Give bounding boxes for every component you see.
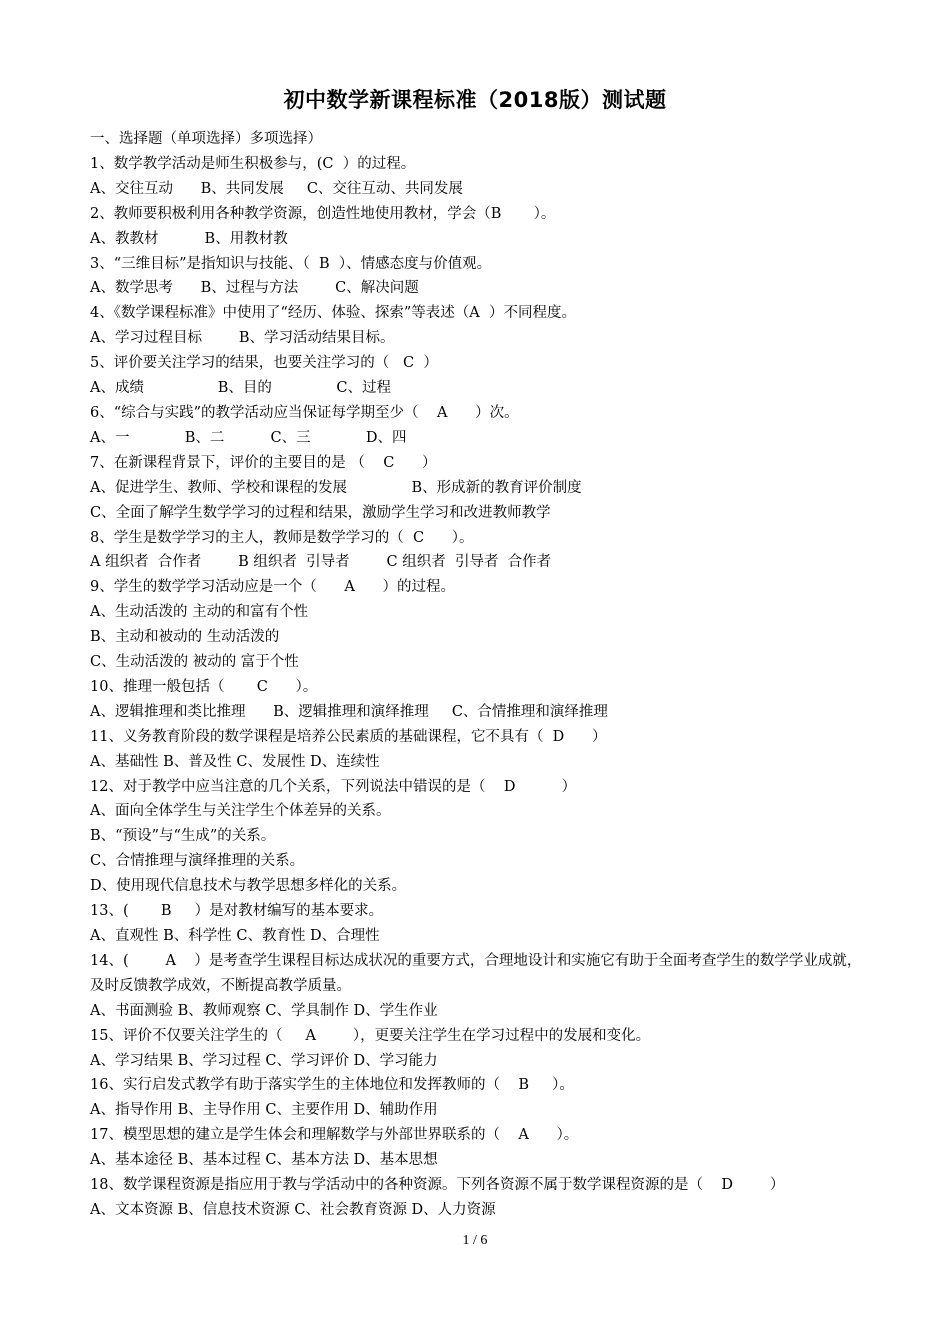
- text-line: A、指导作用 B、主导作用 C、主要作用 D、辅助作用: [90, 1102, 438, 1119]
- text-line: 10、推理一般包括（ C ）。: [90, 678, 318, 695]
- text-line: 5、评价要关注学习的结果，也要关注学习的（ C ）: [90, 355, 438, 372]
- text-line: 一、选择题（单项选择）多项选择）: [90, 131, 322, 147]
- page-title: 初中数学新课程标准（2018版）测试题: [283, 88, 667, 112]
- text-line: A、学习过程目标 B、学习活动结果目标。: [90, 330, 395, 347]
- text-line: 11、义务教育阶段的数学课程是培养公民素质的基础课程，它不具有（ D ）: [90, 728, 607, 745]
- text-line: 4、《数学课程标准》中使用了“经历、体验、探索”等表述（A ）不同程度。: [90, 305, 576, 322]
- text-line: 6、“综合与实践”的教学活动应当保证每学期至少（ A ）次。: [90, 404, 519, 421]
- text-line: A、基础性 B、普及性 C、发展性 D、连续性: [90, 753, 380, 770]
- text-line: A、文本资源 B、信息技术资源 C、社会教育资源 D、人力资源: [90, 1201, 496, 1218]
- text-line: A 组织者 合作者 B 组织者 引导者 C 组织者 引导者 合作者: [90, 554, 552, 571]
- text-line: C、合情推理与演绎推理的关系。: [90, 853, 305, 870]
- text-line: A、数学思考 B、过程与方法 C、解决问题: [90, 280, 419, 297]
- text-line: 3、“三维目标”是指知识与技能、（ B ）、情感态度与价值观。: [90, 255, 492, 272]
- text-line: 17、模型思想的建立是学生体会和理解数学与外部世界联系的（ A ）。: [90, 1127, 579, 1144]
- page-number: 1 / 6: [462, 1233, 488, 1248]
- text-line: 15、评价不仅要关注学生的（ A ），更要关注学生在学习过程中的发展和变化。: [90, 1027, 651, 1044]
- text-line: 8、学生是数学学习的主人，教师是数学学习的（ C ）。: [90, 529, 474, 546]
- text-line: A、生动活泼的 主动的和富有个性: [90, 604, 309, 621]
- text-line: A、逻辑推理和类比推理 B、逻辑推理和演绎推理 C、合情推理和演绎推理: [90, 703, 608, 720]
- text-line: 12、对于教学中应当注意的几个关系，下列说法中错误的是（ D ）: [90, 778, 577, 795]
- text-line: A、成绩 B、目的 C、过程: [90, 380, 391, 397]
- text-line: C、生动活泼的 被动的 富于个性: [90, 654, 299, 671]
- text-line: 16、实行启发式教学有助于落实学生的主体地位和发挥教师的（ B ）。: [90, 1077, 574, 1094]
- text-line: 9、学生的数学学习活动应是一个（ A ）的过程。: [90, 579, 456, 596]
- text-line: 2、教师要积极利用各种教学资源，创造性地使用教材，学会（B ）。: [90, 205, 556, 222]
- text-line: A、学习结果 B、学习过程 C、学习评价 D、学习能力: [90, 1052, 438, 1069]
- text-line: 1、数学教学活动是师生积极参与，(C ）的过程。: [90, 155, 416, 172]
- text-line: A、教教材 B、用教材教: [90, 230, 288, 247]
- text-line: A、促进学生、教师、学校和课程的发展 B、形成新的教育评价制度: [90, 479, 582, 496]
- text-line: A、交往互动 B、共同发展 C、交往互动、共同发展: [90, 180, 463, 197]
- text-line: A、基本途径 B、基本过程 C、基本方法 D、基本思想: [90, 1152, 438, 1169]
- text-line: 13、( B ）是对教材编写的基本要求。: [90, 903, 384, 920]
- text-line: A、面向全体学生与关注学生个体差异的关系。: [90, 803, 391, 820]
- text-line: D、使用现代信息技术与教学思想多样化的关系。: [90, 878, 407, 895]
- text-line: B、“预设”与“生成”的关系。: [90, 828, 276, 845]
- text-line: 18、数学课程资源是指应用于教与学活动中的各种资源。下列各资源不属于数学课程资源的是（ D ）: [90, 1177, 785, 1194]
- text-line: B、主动和被动的 生动活泼的: [90, 629, 280, 646]
- text-line: 14、( A ）是考查学生课程目标达成状况的重要方式，合理地设计和实施它有助于全面考查学生的数学学业成就，及时反馈教学成效，不断提高教学质量。: [90, 952, 862, 994]
- text-line: A、直观性 B、科学性 C、教育性 D、合理性: [90, 928, 380, 944]
- document-body: [90, 127, 870, 1223]
- text-line: 7、在新课程背景下，评价的主要目的是 （ C ）: [90, 454, 437, 471]
- text-line: C、全面了解学生数学学习的过程和结果，激励学生学习和改进教师教学: [90, 504, 551, 521]
- text-line: A、一 B、二 C、三 D、四: [90, 429, 407, 446]
- text-line: A、书面测验 B、教师观察 C、学具制作 D、学生作业: [90, 1002, 438, 1019]
